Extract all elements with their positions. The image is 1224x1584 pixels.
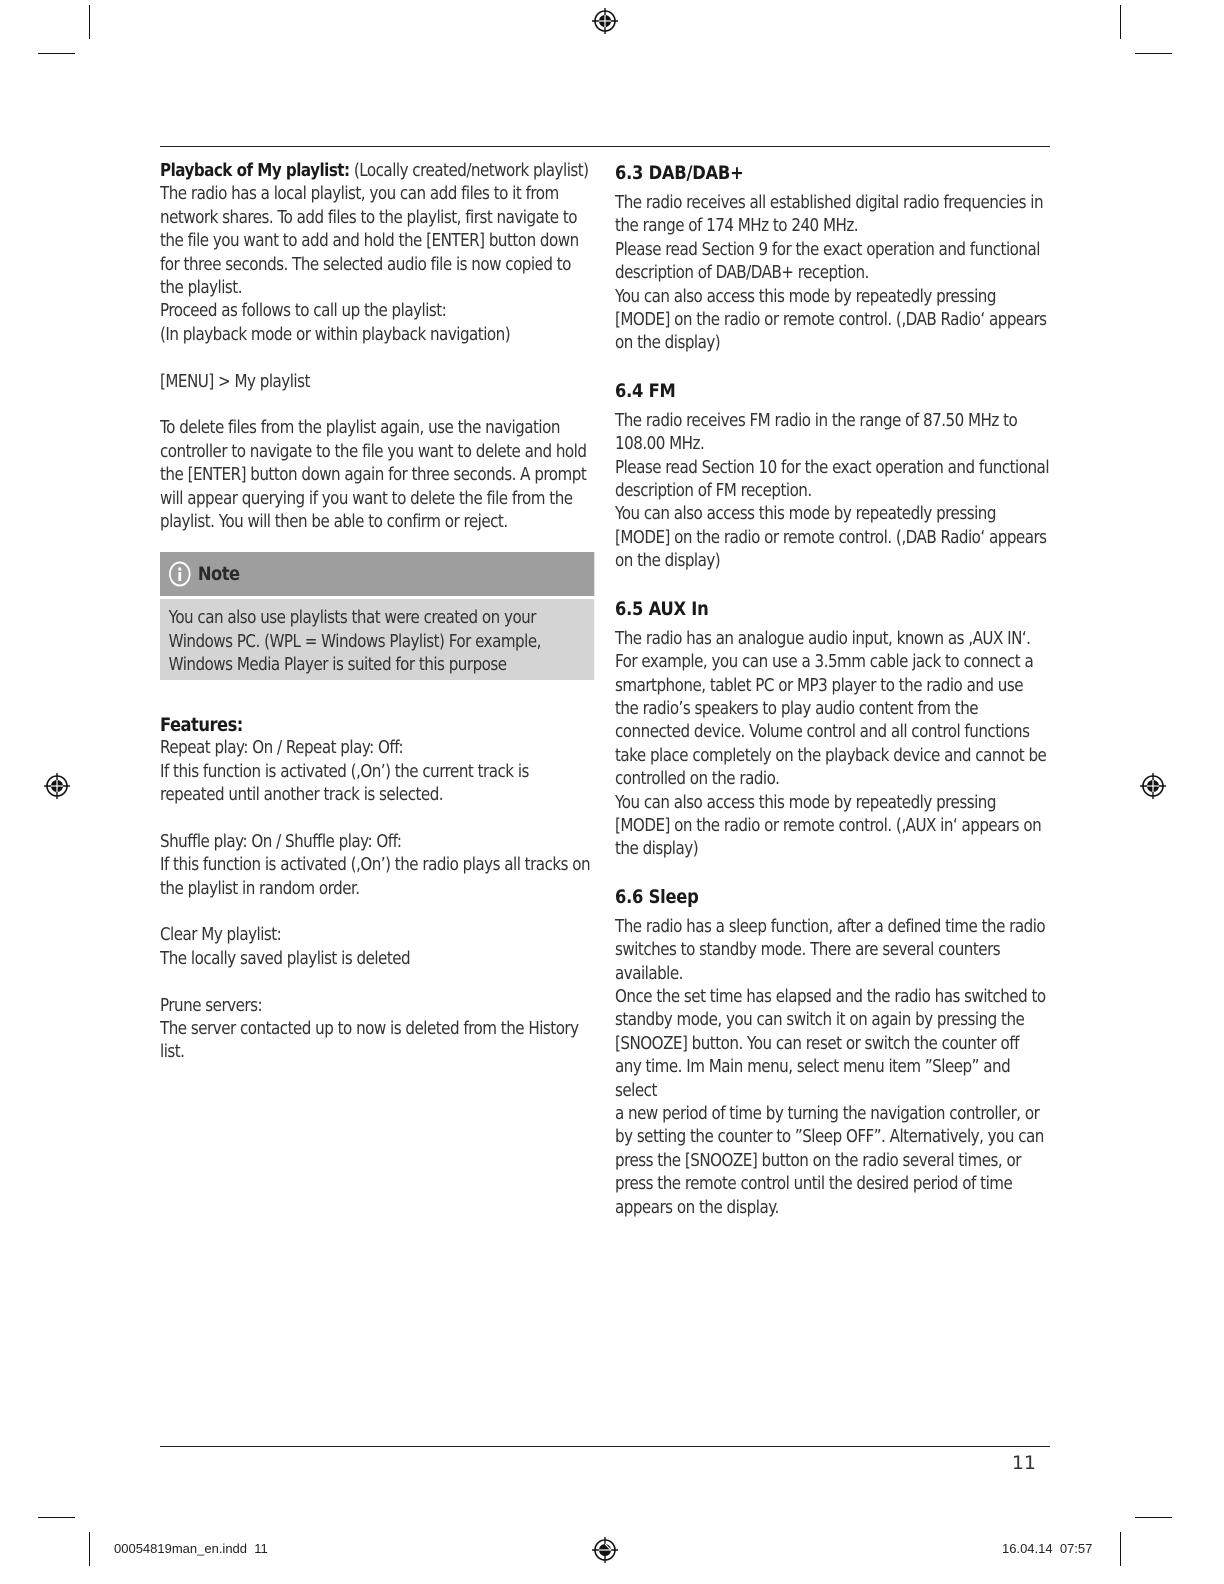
registration-mark-icon xyxy=(1140,773,1166,799)
menu-path: [MENU] > My playlist xyxy=(160,371,310,392)
footer-date: 16.04.14 xyxy=(1002,1541,1053,1556)
feature-description: If this function is activated (‚On’) the radio plays all tracks on the playlist in random order. xyxy=(160,855,591,899)
section-paragraph: You can also access this mode by repeatedly pressing [MODE] on the radio or remote control. (‚DAB Radio‘ appears on the display) xyxy=(615,504,1047,572)
section-heading: 6.3 DAB/DAB+ xyxy=(615,162,744,184)
file-page: 11 xyxy=(254,1541,268,1556)
delete-paragraph: To delete files from the playlist again, use the navigation controller to navigate to the file you want to delete and hold the [ENTER] button down again for three seconds. A prompt will appear querying if you want to delete the file from the playlist. You will then be able to confirm or reject. xyxy=(160,418,587,533)
note-body: You can also use playlists that were created on your Windows PC. (WPL = Windows Playlist) For example, Windows Media Player is suited for this purpose xyxy=(160,599,594,679)
section-paragraph: Please read Section 10 for the exact operation and functional description of FM reception. xyxy=(615,457,1050,502)
section-heading: 6.5 AUX In xyxy=(615,597,709,620)
section-paragraph: You can also access this mode by repeatedly pressing [MODE] on the radio or remote control. (‚AUX in‘ appears on the display) xyxy=(615,792,1042,860)
section-paragraph: Please read Section 9 for the exact operation and functional description of DAB/DAB+ reception. xyxy=(615,239,1040,284)
file-name: 00054819man_en.indd xyxy=(114,1541,248,1556)
feature-description: The server contacted up to now is deleted from the History list. xyxy=(160,1018,579,1063)
playback-paragraph: Proceed as follows to call up the playlist: xyxy=(160,301,447,322)
section-paragraph: The radio has an analogue audio input, known as ‚AUX IN‘. For example, you can use a 3.5mm cable jack to connect a smartphone, tablet PC or MP3 player to the radio and use the radio’s speakers to play audio content from the connected device. Volume control and all control functions take place completely on the playback device and cannot be controlled on the radio. xyxy=(615,628,1047,790)
info-icon xyxy=(169,561,191,587)
section-paragraph: The radio receives FM radio in the range of 87.50 MHz to 108.00 MHz. xyxy=(615,410,1018,455)
section-heading: 6.6 Sleep xyxy=(615,885,699,908)
crop-mark xyxy=(38,1517,75,1518)
bottom-rule xyxy=(160,1446,1050,1447)
footer-timestamp xyxy=(1002,1541,1092,1556)
playback-paragraph: (In playback mode or within playback navigation) xyxy=(160,324,511,345)
page-number: 11 xyxy=(1011,1452,1036,1474)
playback-heading: Playback of My playlist: xyxy=(160,161,350,181)
playback-paragraph: The radio has a local playlist, you can add files to it from network shares. To add files to the playlist, first navigate to the file you want to add and hold the [ENTER] button down for three seconds. The selected audio file is now copied to the playlist. xyxy=(160,184,579,299)
section-paragraph: a new period of time by turning the navigation controller, or by setting the counter to ”Sleep OFF”. Alternatively, you can press the [SNOOZE] button on the radio several times, or press the remote control until the desired period of time appears on the display. xyxy=(615,1104,1044,1218)
feature-description: The locally saved playlist is deleted xyxy=(160,948,411,969)
feature-title: Prune servers: xyxy=(160,995,263,1016)
playback-intro xyxy=(160,160,594,183)
features-heading: Features: xyxy=(160,713,243,736)
crop-mark xyxy=(38,53,75,54)
registration-mark-icon xyxy=(592,8,618,34)
feature-title: Shuffle play: On / Shuffle play: Off: xyxy=(160,831,402,852)
crop-mark xyxy=(1135,53,1172,54)
section-paragraph: The radio receives all established digital radio frequencies in the range of 174 MHz to 240 MHz. xyxy=(615,193,1044,237)
note-title: Note xyxy=(197,562,240,585)
section-paragraph: You can also access this mode by repeatedly pressing [MODE] on the radio or remote control. (‚DAB Radio‘ appears on the display) xyxy=(615,286,1047,354)
registration-mark-icon xyxy=(44,773,70,799)
crop-mark xyxy=(89,5,90,39)
feature-description: If this function is activated (‚On’) the current track is repeated until another track is selected. xyxy=(160,761,529,805)
playback-heading-suffix: (Locally created/network playlist) xyxy=(349,161,589,181)
feature-title: Clear My playlist: xyxy=(160,925,282,946)
left-column xyxy=(160,160,594,1065)
feature-title: Repeat play: On / Repeat play: Off: xyxy=(160,738,404,759)
section-heading: 6.4 FM xyxy=(615,379,676,402)
crop-mark xyxy=(1120,5,1121,39)
crop-mark xyxy=(89,1532,90,1566)
registration-mark-icon xyxy=(592,1537,618,1563)
note-box xyxy=(160,552,594,679)
footer-file-info xyxy=(114,1541,268,1556)
section-paragraph: Once the set time has elapsed and the radio has switched to standby mode, you can switch it on again by pressing the [SNOOZE] button. You can reset or switch the counter off any time. Im Main menu, select menu item ”Sleep” and select xyxy=(615,986,1046,1101)
crop-mark xyxy=(1135,1517,1172,1518)
section-paragraph: The radio has a sleep function, after a defined time the radio switches to standby mode. There are several counters available. xyxy=(615,916,1046,984)
crop-mark xyxy=(1120,1532,1121,1566)
note-header xyxy=(160,552,594,596)
top-rule xyxy=(160,146,1050,147)
footer-time: 07:57 xyxy=(1059,1541,1093,1556)
right-column xyxy=(615,160,1049,1220)
